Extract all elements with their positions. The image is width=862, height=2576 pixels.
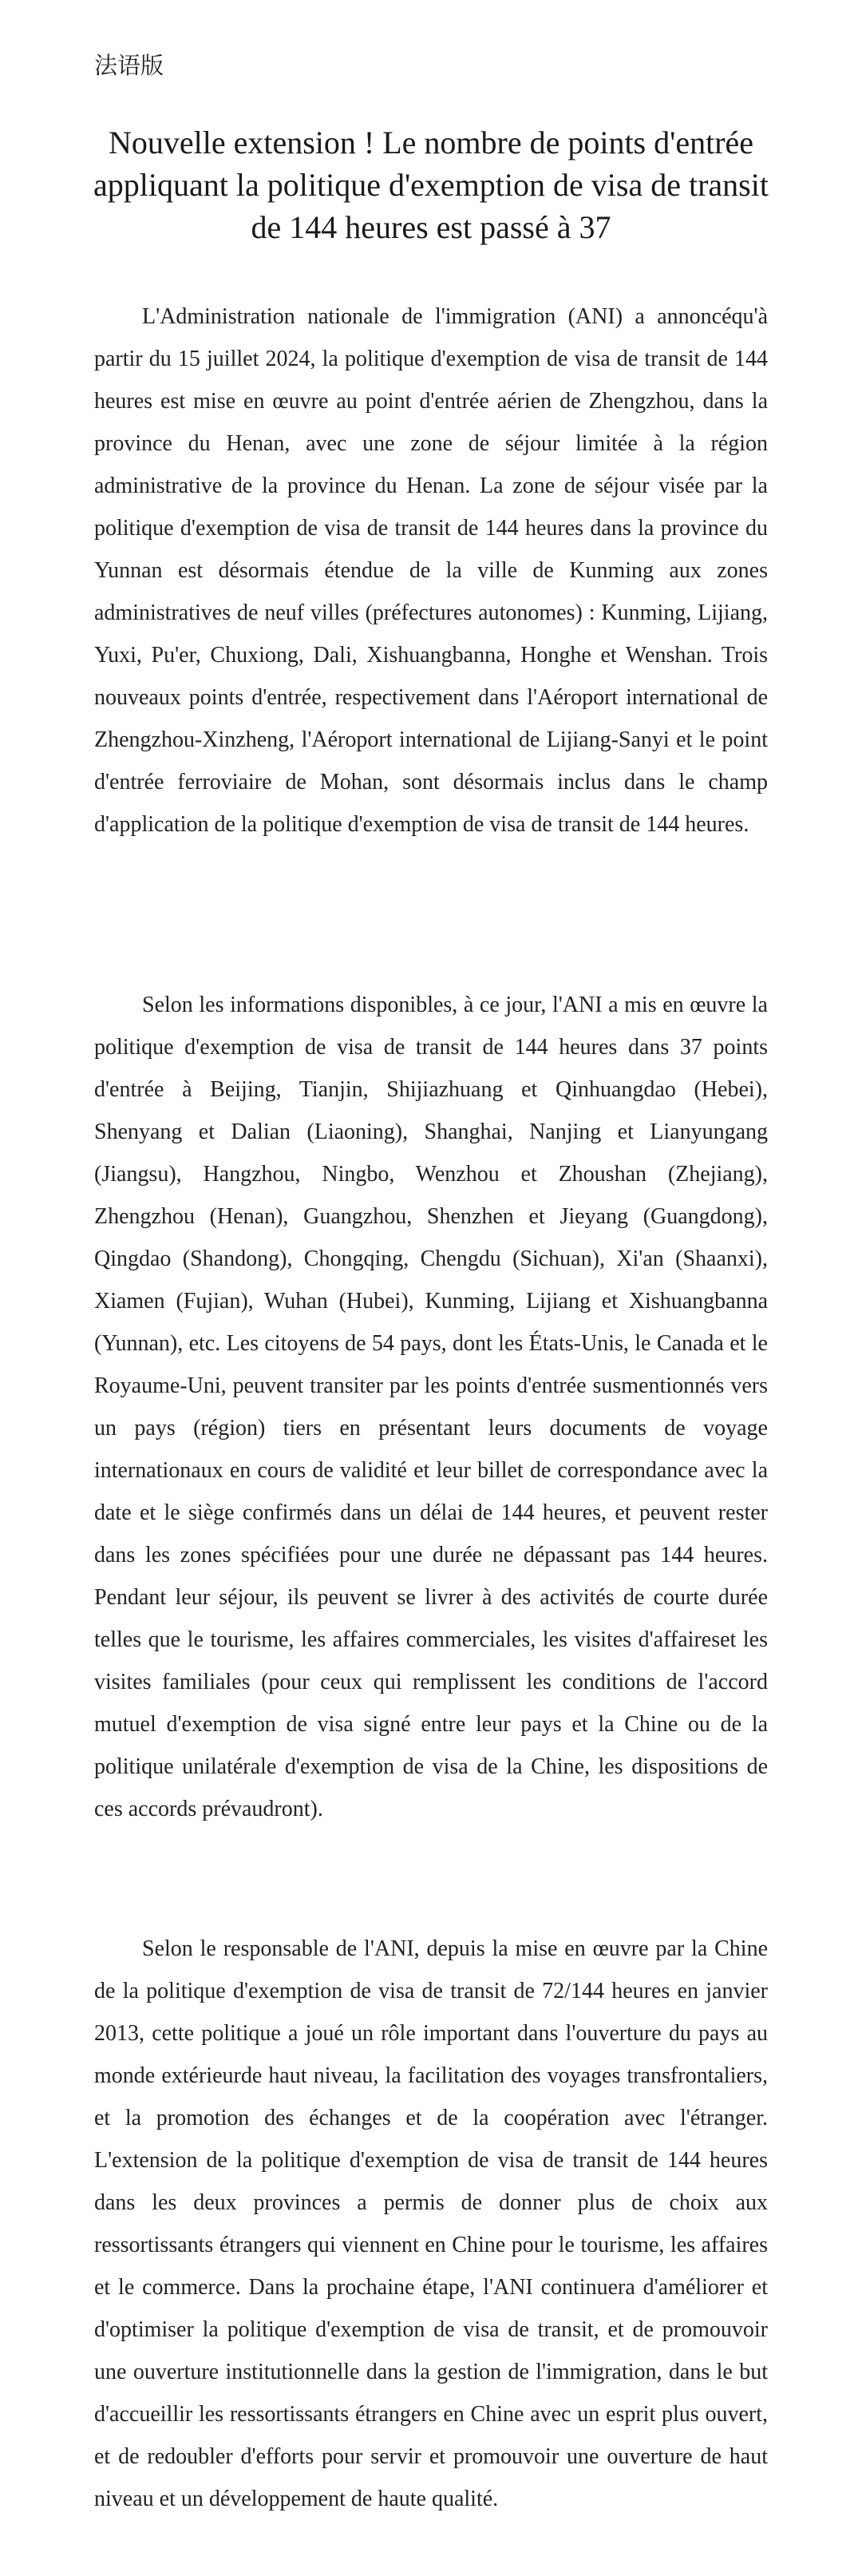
language-version-label: 法语版: [94, 52, 164, 79]
article-title: Nouvelle extension ! Le nombre de points d'entrée appliquant la politique d'exemption de visa de transit de 144 heures est passé à 37: [93, 125, 769, 245]
article-paragraph-1: L'Administration nationale de l'immigration (ANI) a annoncéqu'à partir du 15 juillet 2024, la politique d'exemption de visa de transit de 144 heures est mise en œuvre au point d'entrée aérien de Zhengzhou, dans la province du Henan, avec une zone de séjour limitée à la région administrative de la province du Henan. La zone de séjour visée par la politique d'exemption de visa de transit de 144 heures dans la province du Yunnan est désormais étendue de la ville de Kunming aux zones administratives de neuf villes (préfectures autonomes) : Kunming, Lijiang, Yuxi, Pu'er, Chuxiong, Dali, Xishuangbanna, Honghe et Wenshan. Trois nouveaux points d'entrée, respectivement dans l'Aéroport international de Zhengzhou-Xinzheng, l'Aéroport international de Lijiang-Sanyi et le point d'entrée ferroviaire de Mohan, sont désormais inclus dans le champ d'application de la politique d'exemption de visa de transit de 144 heures.: [94, 304, 768, 837]
article-paragraph-2: Selon les informations disponibles, à ce jour, l'ANI a mis en œuvre la politique d'exemption de visa de transit de 144 heures dans 37 points d'entrée à Beijing, Tianjin, Shijiazhuang et Qinhuangdao (Hebei), Shenyang et Dalian (Liaoning), Shanghai, Nanjing et Lianyungang (Jiangsu), Hangzhou, Ningbo, Wenzhou et Zhoushan (Zhejiang), Zhengzhou (Henan), Guangzhou, Shenzhen et Jieyang (Guangdong), Qingdao (Shandong), Chongqing, Chengdu (Sichuan), Xi'an (Shaanxi), Xiamen (Fujian), Wuhan (Hubei), Kunming, Lijiang et Xishuangbanna (Yunnan), etc. Les citoyens de 54 pays, dont les États-Unis, le Canada et le Royaume-Uni, peuvent transiter par les points d'entrée susmentionnés vers un pays (région) tiers en présentant leurs documents de voyage internationaux en cours de validité et leur billet de correspondance avec la date et le siège confirmés dans un délai de 144 heures, et peuvent rester dans les zones spécifiées pour une durée ne dépassant pas 144 heures. Pendant leur séjour, ils peuvent se livrer à des activités de courte durée telles que le tourisme, les affaires commerciales, les visites d'affaireset les visites familiales (pour ceux qui remplissent les conditions de l'accord mutuel d'exemption de visa signé entre leur pays et la Chine ou de la politique unilatérale d'exemption de visa de la Chine, les dispositions de ces accords prévaudront).: [94, 993, 768, 1821]
article-paragraph-3: Selon le responsable de l'ANI, depuis la mise en œuvre par la Chine de la politique d'exemption de visa de transit de 72/144 heures en janvier 2013, cette politique a joué un rôle important dans l'ouverture du pays au monde extérieurde haut niveau, la facilitation des voyages transfrontaliers, et la promotion des échanges et de la coopération avec l'étranger. L'extension de la politique d'exemption de visa de transit de 144 heures dans les deux provinces a permis de donner plus de choix aux ressortissants étrangers qui viennent en Chine pour le tourisme, les affaires et le commerce. Dans la prochaine étape, l'ANI continuera d'améliorer et d'optimiser la politique d'exemption de visa de transit, et de promouvoir une ouverture institutionnelle dans la gestion de l'immigration, dans le but d'accueillir les ressortissants étrangers en Chine avec un esprit plus ouvert, et de redoubler d'efforts pour servir et promouvoir une ouverture de haut niveau et un développement de haute qualité.: [94, 1936, 768, 2511]
